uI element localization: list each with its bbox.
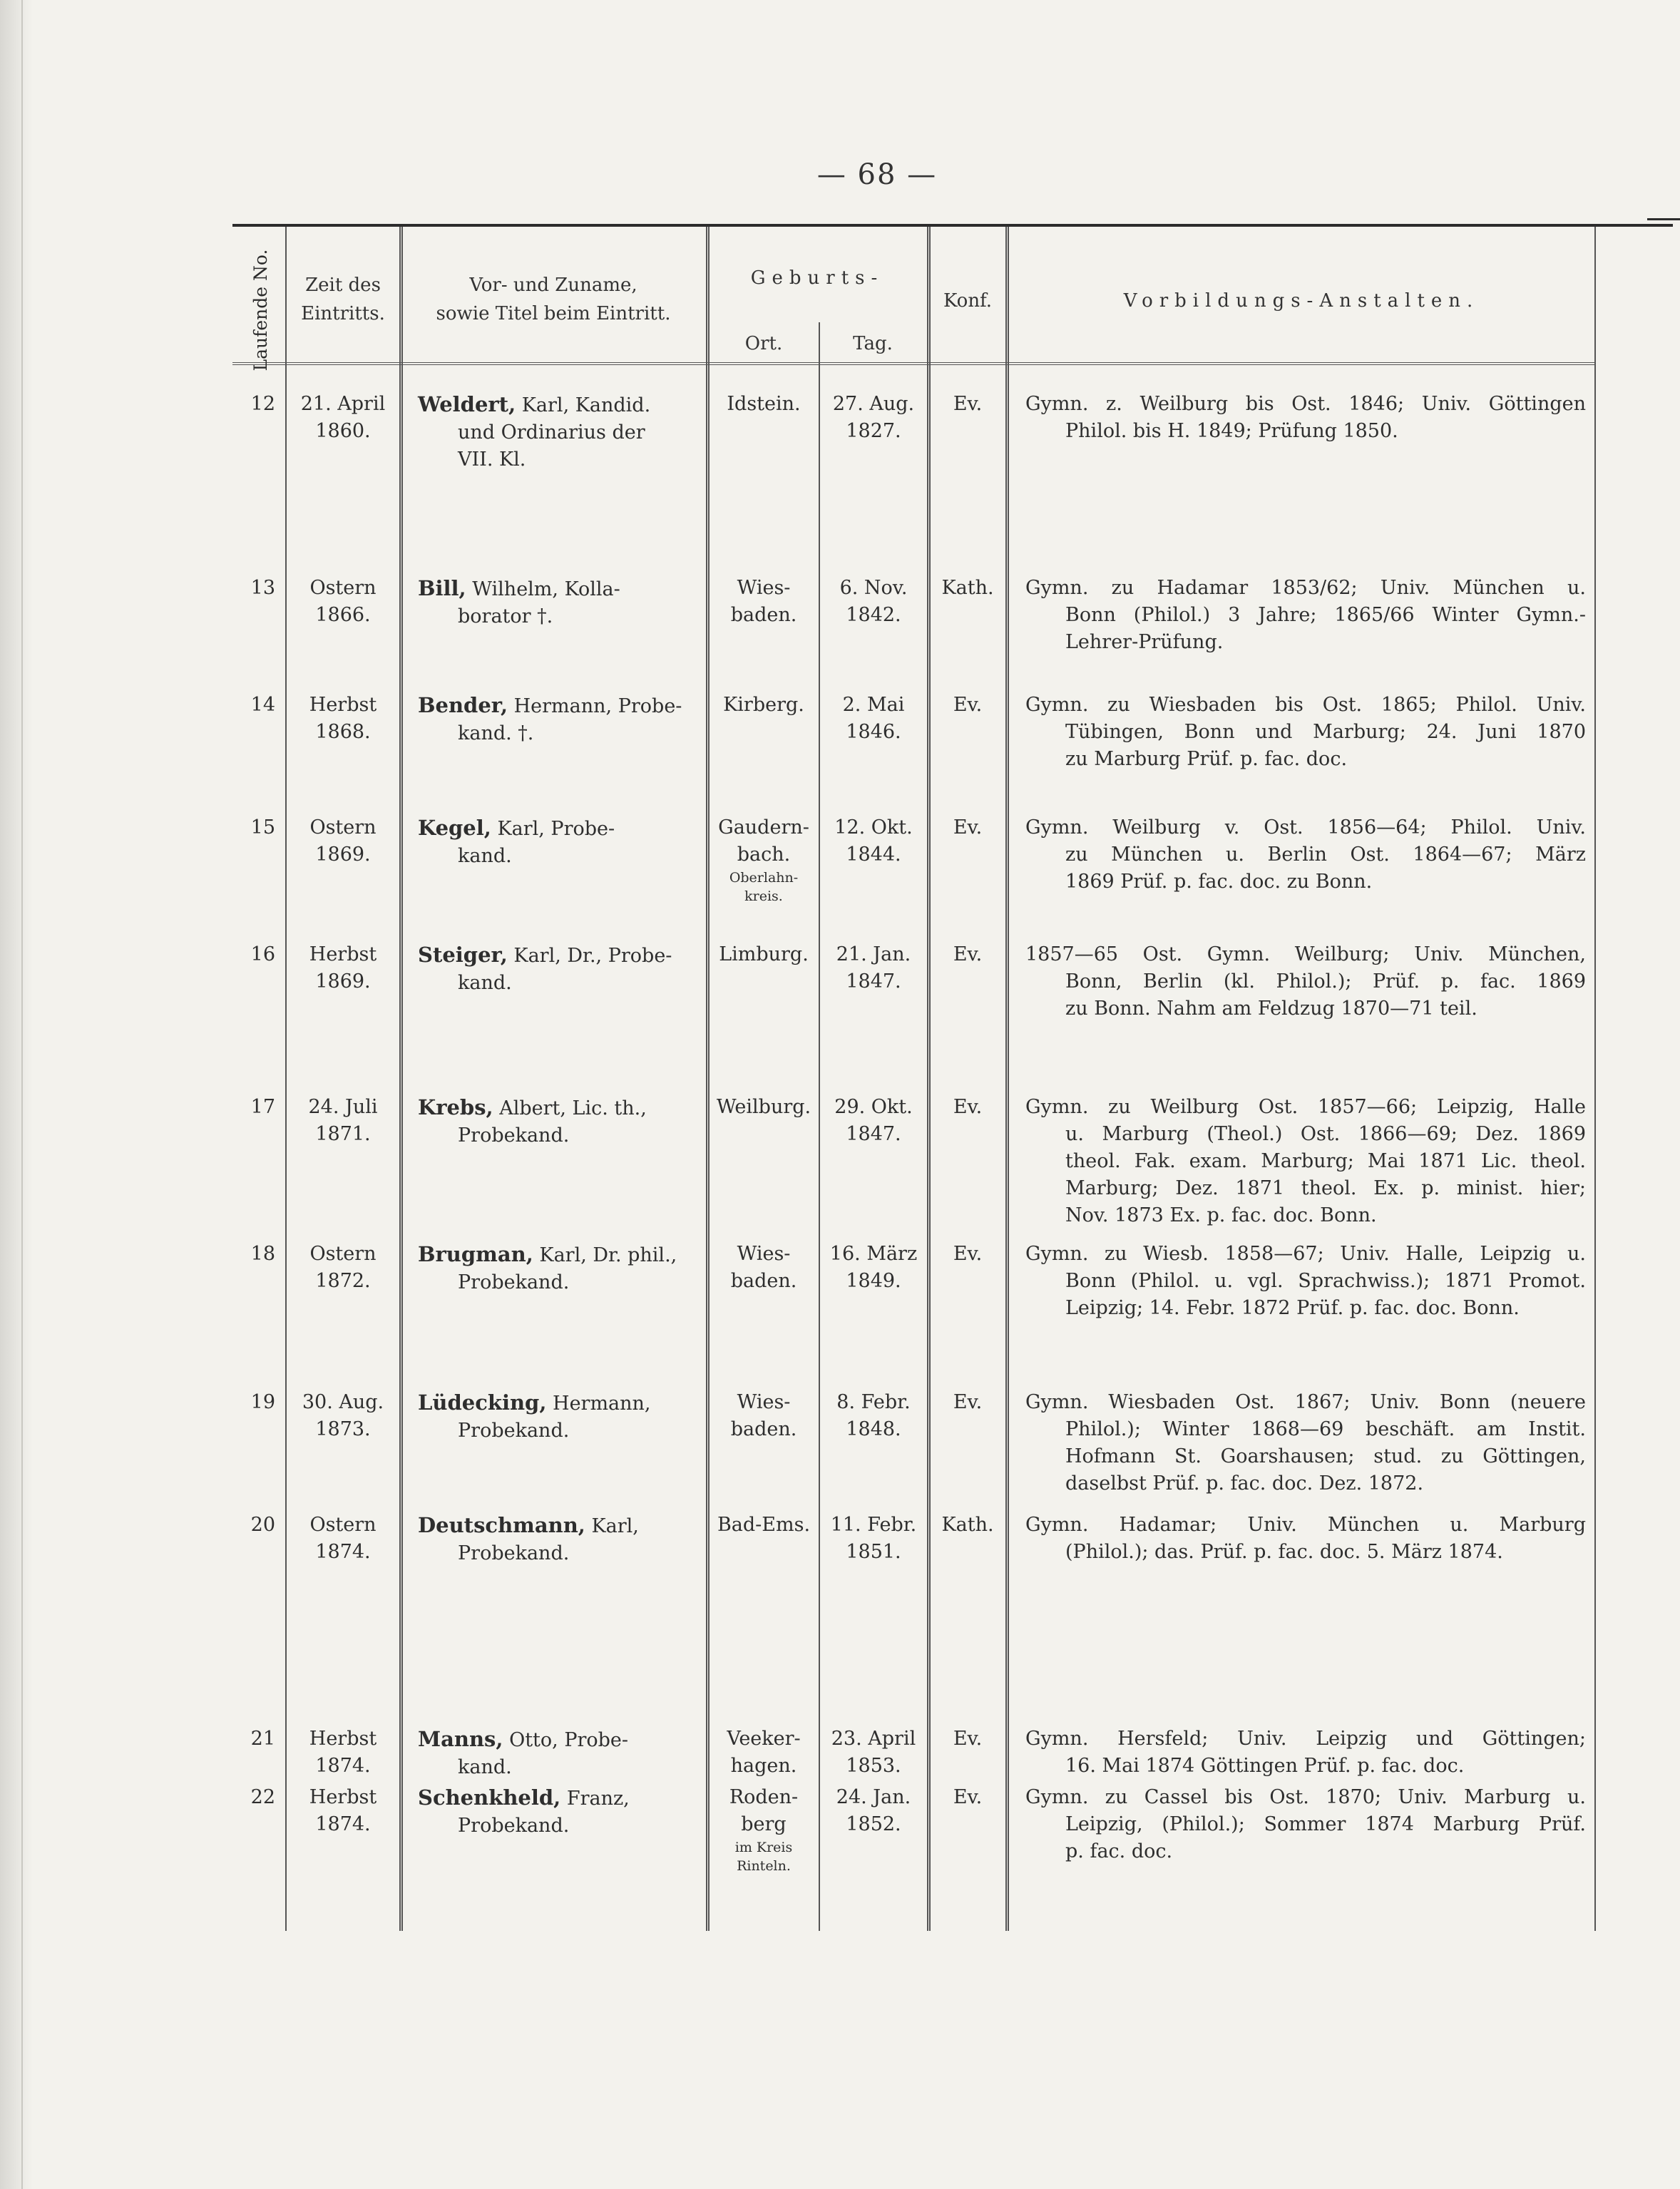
- vorbildung-line: zu Bonn. Nahm am Feldzug 1870—71 teil.: [1065, 998, 1477, 1020]
- header-laufende-no: Laufende No.: [250, 249, 271, 371]
- vorbildung-line: Gymn. Weilburg v. Ost. 1856—64; Philol. Univ.: [1025, 816, 1586, 839]
- row-number: 16: [250, 943, 275, 965]
- row-zeit: [288, 692, 398, 746]
- row-zeit: [288, 1389, 398, 1443]
- row-konf: Ev.: [953, 816, 983, 839]
- row-zeit: [288, 941, 398, 995]
- ort-line: Wies-: [737, 1243, 791, 1265]
- row-zeit: [288, 1241, 398, 1295]
- row-konf: Ev.: [953, 1728, 983, 1750]
- row-zeit: [288, 391, 398, 445]
- name-first-line: [418, 1726, 697, 1754]
- row-number: 14: [250, 694, 275, 716]
- name-first-line: [418, 1094, 697, 1122]
- zeit-line: Herbst: [309, 1728, 377, 1750]
- zeit-line: 21. April: [300, 393, 386, 415]
- name-first-line: [418, 1389, 697, 1418]
- name-first-line: [418, 575, 697, 603]
- zeit-line: Herbst: [309, 1786, 377, 1808]
- surname: Bender,: [418, 693, 508, 717]
- zeit-line: 30. Aug.: [302, 1391, 384, 1413]
- row-number: 20: [250, 1514, 275, 1536]
- row-number: 21: [250, 1728, 275, 1750]
- name-first-line: [418, 1241, 697, 1269]
- vorbildung-line: Philol. bis H. 1849; Prüfung 1850.: [1065, 420, 1398, 442]
- surname: Krebs,: [418, 1095, 493, 1119]
- vorbildung-line: zu München u. Berlin Ost. 1864—67; März: [1065, 844, 1586, 866]
- row-name: [418, 1784, 697, 1840]
- row-konf: Ev.: [953, 393, 983, 415]
- row-name: [418, 941, 697, 997]
- name-continuation: und Ordinarius der: [458, 421, 645, 444]
- name-first-line: [418, 1784, 697, 1813]
- col-separator: [706, 227, 710, 1931]
- page-edge-line: [21, 0, 23, 2189]
- row-ort: [710, 1241, 817, 1295]
- row-number: 12: [250, 393, 275, 415]
- name-first-line: [418, 1512, 697, 1540]
- name-rest: Hermann, Probe-: [508, 695, 682, 717]
- zeit-line: Ostern: [309, 577, 377, 599]
- ort-line: Kirberg.: [723, 694, 804, 716]
- ort-line: bach.: [737, 844, 791, 866]
- row-vorbildung: [1025, 1094, 1586, 1229]
- row-konf: Ev.: [953, 1391, 983, 1413]
- surname: Kegel,: [418, 816, 491, 840]
- vorbildung-line: theol. Fak. exam. Marburg; Mai 1871 Lic. theol.: [1065, 1150, 1586, 1172]
- vorbildung-line: Gymn. zu Hadamar 1853/62; Univ. München u.: [1025, 577, 1586, 599]
- row-zeit: [288, 1094, 398, 1148]
- header-konf: Konf.: [943, 290, 993, 312]
- tag-line: 1846.: [846, 721, 901, 743]
- vorbildung-line: Gymn. Hersfeld; Univ. Leipzig und Göttingen;: [1025, 1728, 1586, 1750]
- page-edge: [0, 0, 33, 2189]
- vorbildung-line: Marburg; Dez. 1871 theol. Ex. p. minist. hier;: [1065, 1177, 1586, 1199]
- zeit-line: 1871.: [315, 1123, 371, 1145]
- name-continuation: kand.: [458, 845, 512, 867]
- vorbildung-line: Gymn. Wiesbaden Ost. 1867; Univ. Bonn (neuere: [1025, 1391, 1586, 1413]
- surname: Brugman,: [418, 1242, 533, 1266]
- surname: Deutschmann,: [418, 1513, 585, 1537]
- row-vorbildung: [1025, 1784, 1586, 1865]
- col-separator: [927, 227, 931, 1931]
- name-continuation: Probekand.: [458, 1815, 570, 1837]
- zeit-line: 1874.: [315, 1541, 371, 1563]
- ort-line: Roden-: [729, 1786, 799, 1808]
- tag-line: 27. Aug.: [832, 393, 915, 415]
- ort-note: im Kreis: [734, 1840, 793, 1855]
- name-continuation: Probekand.: [458, 1542, 570, 1564]
- row-ort: [710, 1726, 817, 1780]
- row-name: [418, 1389, 697, 1445]
- name-rest: Karl, Dr. phil.,: [533, 1244, 677, 1266]
- zeit-line: 1869.: [315, 844, 371, 866]
- row-tag: [821, 1094, 926, 1148]
- ort-line: hagen.: [730, 1755, 797, 1777]
- row-konf: Kath.: [941, 1514, 994, 1536]
- tag-line: 29. Okt.: [834, 1096, 913, 1118]
- row-ort: [710, 1094, 817, 1121]
- vorbildung-line: Leipzig, (Philol.); Sommer 1874 Marburg Prüf.: [1065, 1813, 1586, 1835]
- name-rest: Wilhelm, Kolla-: [466, 578, 620, 600]
- tag-line: 23. April: [831, 1728, 916, 1750]
- vorbildung-line: 1857—65 Ost. Gymn. Weilburg; Univ. München,: [1025, 943, 1586, 965]
- row-vorbildung: [1025, 1512, 1586, 1566]
- row-konf: Ev.: [953, 943, 983, 965]
- table-top-rule: [232, 224, 1673, 227]
- row-zeit: [288, 1726, 398, 1780]
- row-konf: Ev.: [953, 694, 983, 716]
- name-rest: Franz,: [560, 1788, 630, 1810]
- tag-line: 1847.: [846, 1123, 901, 1145]
- row-vorbildung: [1025, 692, 1586, 773]
- row-vorbildung: [1025, 1726, 1586, 1780]
- ort-note: Oberlahn-: [729, 870, 799, 886]
- row-tag: [821, 692, 926, 746]
- name-rest: Albert, Lic. th.,: [493, 1097, 647, 1119]
- surname: Bill,: [418, 576, 466, 600]
- tag-line: 1851.: [846, 1541, 901, 1563]
- surname: Steiger,: [418, 943, 508, 967]
- zeit-line: 1868.: [315, 721, 371, 743]
- row-number: 18: [250, 1243, 275, 1265]
- zeit-line: Herbst: [309, 694, 377, 716]
- zeit-line: 1869.: [315, 970, 371, 993]
- name-rest: Karl, Probe-: [491, 818, 615, 840]
- name-continuation: kand.: [458, 972, 512, 994]
- vorbildung-line: Lehrer-Prüfung.: [1065, 631, 1224, 653]
- tag-line: 24. Jan.: [836, 1786, 911, 1808]
- ort-line: Gaudern-: [718, 816, 809, 839]
- row-name: [418, 814, 697, 870]
- tag-line: 1842.: [846, 604, 901, 626]
- row-vorbildung: [1025, 814, 1586, 896]
- name-rest: Karl,: [585, 1515, 639, 1537]
- row-konf: Ev.: [953, 1096, 983, 1118]
- col-separator: [1005, 227, 1009, 1931]
- zeit-line: Ostern: [309, 816, 377, 839]
- vorbildung-line: Nov. 1873 Ex. p. fac. doc. Bonn.: [1065, 1204, 1377, 1226]
- name-rest: Karl, Dr., Probe-: [507, 945, 672, 967]
- row-ort: [710, 814, 817, 906]
- row-ort: [710, 1784, 817, 1875]
- row-tag: [821, 814, 926, 868]
- col-separator: [819, 322, 820, 1931]
- row-ort: [710, 941, 817, 968]
- zeit-line: 1874.: [315, 1813, 371, 1835]
- vorbildung-line: Gymn. z. Weilburg bis Ost. 1846; Univ. Göttingen: [1025, 393, 1586, 415]
- name-first-line: [418, 941, 697, 970]
- vorbildung-line: 16. Mai 1874 Göttingen Prüf. p. fac. doc.: [1065, 1755, 1465, 1777]
- row-number: 13: [250, 577, 275, 599]
- ort-line: Wies-: [737, 577, 791, 599]
- vorbildung-line: u. Marburg (Theol.) Ost. 1866—69; Dez. 1869: [1065, 1123, 1586, 1145]
- header-ort: Ort.: [744, 333, 783, 354]
- vorbildung-line: Philol.); Winter 1868—69 beschäft. am Instit.: [1065, 1418, 1586, 1440]
- tag-line: 16. März: [829, 1243, 918, 1265]
- row-tag: [821, 1241, 926, 1295]
- row-vorbildung: [1025, 1241, 1586, 1322]
- vorbildung-line: Leipzig; 14. Febr. 1872 Prüf. p. fac. doc. Bonn.: [1065, 1297, 1520, 1319]
- row-number: 15: [250, 816, 275, 839]
- name-first-line: [418, 814, 697, 843]
- header-geburts: Geburts-: [750, 267, 884, 289]
- tag-line: 1827.: [846, 420, 901, 442]
- row-zeit: [288, 1784, 398, 1838]
- row-number: 17: [250, 1096, 275, 1118]
- name-continuation: Probekand.: [458, 1271, 570, 1293]
- row-tag: [821, 1389, 926, 1443]
- zeit-line: 1873.: [315, 1418, 371, 1440]
- name-continuation: kand.: [458, 1756, 512, 1778]
- row-ort: [710, 1389, 817, 1443]
- name-rest: Karl, Kandid.: [516, 394, 651, 416]
- zeit-line: Ostern: [309, 1243, 377, 1265]
- header-bottom-rule: [232, 362, 1594, 365]
- tag-line: 6. Nov.: [839, 577, 908, 599]
- ort-line: Wies-: [737, 1391, 791, 1413]
- tag-line: 1848.: [846, 1418, 901, 1440]
- ort-note: kreis.: [744, 888, 783, 904]
- row-konf: Kath.: [941, 577, 994, 599]
- vorbildung-line: zu Marburg Prüf. p. fac. doc.: [1065, 748, 1348, 770]
- row-name: [418, 1726, 697, 1781]
- vorbildung-line: Gymn. Hadamar; Univ. München u. Marburg: [1025, 1514, 1586, 1536]
- ort-line: baden.: [730, 1418, 797, 1440]
- row-vorbildung: [1025, 1389, 1586, 1497]
- row-number: 22: [250, 1786, 275, 1808]
- col-separator: [1594, 227, 1596, 1931]
- zeit-line: 1860.: [315, 420, 371, 442]
- ort-note: Rinteln.: [737, 1858, 791, 1874]
- row-name: [418, 1094, 697, 1149]
- table-top-rule-tail: [1647, 218, 1680, 220]
- vorbildung-line: Bonn (Philol.) 3 Jahre; 1865/66 Winter Gymn.-: [1065, 604, 1586, 626]
- row-zeit: [288, 575, 398, 629]
- row-tag: [821, 391, 926, 445]
- row-zeit: [288, 814, 398, 868]
- name-continuation: Probekand.: [458, 1124, 570, 1147]
- header-zeit: Zeit des Eintritts.: [301, 275, 385, 324]
- zeit-line: 1866.: [315, 604, 371, 626]
- ort-line: Weilburg.: [716, 1096, 811, 1118]
- page-number: — 68 —: [816, 158, 938, 191]
- row-ort: [710, 1512, 817, 1539]
- row-name: [418, 391, 697, 473]
- ort-line: Bad-Ems.: [717, 1514, 811, 1536]
- vorbildung-line: Gymn. zu Wiesbaden bis Ost. 1865; Philol. Univ.: [1025, 694, 1586, 716]
- tag-line: 1852.: [846, 1813, 901, 1835]
- row-konf: Ev.: [953, 1243, 983, 1265]
- name-continuation: borator †.: [458, 605, 553, 627]
- vorbildung-line: Bonn (Philol. u. vgl. Sprachwiss.); 1871 Promot.: [1065, 1270, 1586, 1292]
- row-vorbildung: [1025, 391, 1586, 445]
- tag-line: 1847.: [846, 970, 901, 993]
- zeit-line: Herbst: [309, 943, 377, 965]
- row-ort: [710, 391, 817, 418]
- zeit-line: 24. Juli: [308, 1096, 378, 1118]
- tag-line: 2. Mai: [842, 694, 905, 716]
- surname: Weldert,: [418, 392, 516, 416]
- name-continuation: Probekand.: [458, 1420, 570, 1442]
- name-first-line: [418, 391, 697, 419]
- vorbildung-line: (Philol.); das. Prüf. p. fac. doc. 5. März 1874.: [1065, 1541, 1503, 1563]
- vorbildung-line: Gymn. zu Cassel bis Ost. 1870; Univ. Marburg u.: [1025, 1786, 1586, 1808]
- ort-line: Idstein.: [727, 393, 801, 415]
- ort-line: berg: [741, 1813, 787, 1835]
- row-vorbildung: [1025, 941, 1586, 1022]
- row-tag: [821, 1512, 926, 1566]
- col-separator: [285, 227, 287, 1931]
- tag-line: 11. Febr.: [830, 1514, 917, 1536]
- row-tag: [821, 1784, 926, 1838]
- row-name: [418, 575, 697, 630]
- zeit-line: 1872.: [315, 1270, 371, 1292]
- tag-line: 8. Febr.: [836, 1391, 911, 1413]
- vorbildung-line: Bonn, Berlin (kl. Philol.); Prüf. p. fac. 1869: [1065, 970, 1586, 993]
- zeit-line: 1874.: [315, 1755, 371, 1777]
- vorbildung-line: Tübingen, Bonn und Marburg; 24. Juni 1870: [1065, 721, 1586, 743]
- surname: Schenkheld,: [418, 1785, 561, 1810]
- name-rest: Otto, Probe-: [503, 1729, 629, 1751]
- row-tag: [821, 941, 926, 995]
- vorbildung-line: p. fac. doc.: [1065, 1840, 1173, 1862]
- vorbildung-line: 1869 Prüf. p. fac. doc. zu Bonn.: [1065, 871, 1373, 893]
- row-name: [418, 1241, 697, 1296]
- tag-line: 1849.: [846, 1270, 901, 1292]
- header-vorbildung: Vorbildungs-Anstalten.: [1123, 290, 1480, 312]
- row-ort: [710, 575, 817, 629]
- row-vorbildung: [1025, 575, 1586, 656]
- row-konf: Ev.: [953, 1786, 983, 1808]
- row-number: 19: [250, 1391, 275, 1413]
- tag-line: 21. Jan.: [836, 943, 911, 965]
- name-continuation: kand. †.: [458, 722, 534, 744]
- name-rest: Hermann,: [546, 1393, 651, 1415]
- name-continuation: VII. Kl.: [458, 448, 526, 471]
- name-first-line: [418, 692, 697, 720]
- vorbildung-line: Gymn. zu Weilburg Ost. 1857—66; Leipzig, Halle: [1025, 1096, 1586, 1118]
- tag-line: 1844.: [846, 844, 901, 866]
- surname: Lüdecking,: [418, 1390, 547, 1415]
- col-separator: [399, 227, 403, 1931]
- row-tag: [821, 575, 926, 629]
- vorbildung-line: Gymn. zu Wiesb. 1858—67; Univ. Halle, Leipzig u.: [1025, 1243, 1586, 1265]
- row-tag: [821, 1726, 926, 1780]
- row-name: [418, 1512, 697, 1567]
- header-tag: Tag.: [853, 333, 893, 354]
- vorbildung-line: daselbst Prüf. p. fac. doc. Dez. 1872.: [1065, 1472, 1424, 1495]
- zeit-line: Ostern: [309, 1514, 377, 1536]
- row-zeit: [288, 1512, 398, 1566]
- header-name: Vor- und Zuname, sowie Titel beim Eintritt.: [436, 275, 671, 324]
- vorbildung-line: Hofmann St. Goarshausen; stud. zu Göttingen,: [1065, 1445, 1586, 1467]
- ort-line: baden.: [730, 604, 797, 626]
- ort-line: Limburg.: [719, 943, 809, 965]
- tag-line: 12. Okt.: [834, 816, 913, 839]
- tag-line: 1853.: [846, 1755, 901, 1777]
- ort-line: baden.: [730, 1270, 797, 1292]
- row-ort: [710, 692, 817, 719]
- ort-line: Veeker-: [727, 1728, 801, 1750]
- row-name: [418, 692, 697, 747]
- surname: Manns,: [418, 1727, 503, 1751]
